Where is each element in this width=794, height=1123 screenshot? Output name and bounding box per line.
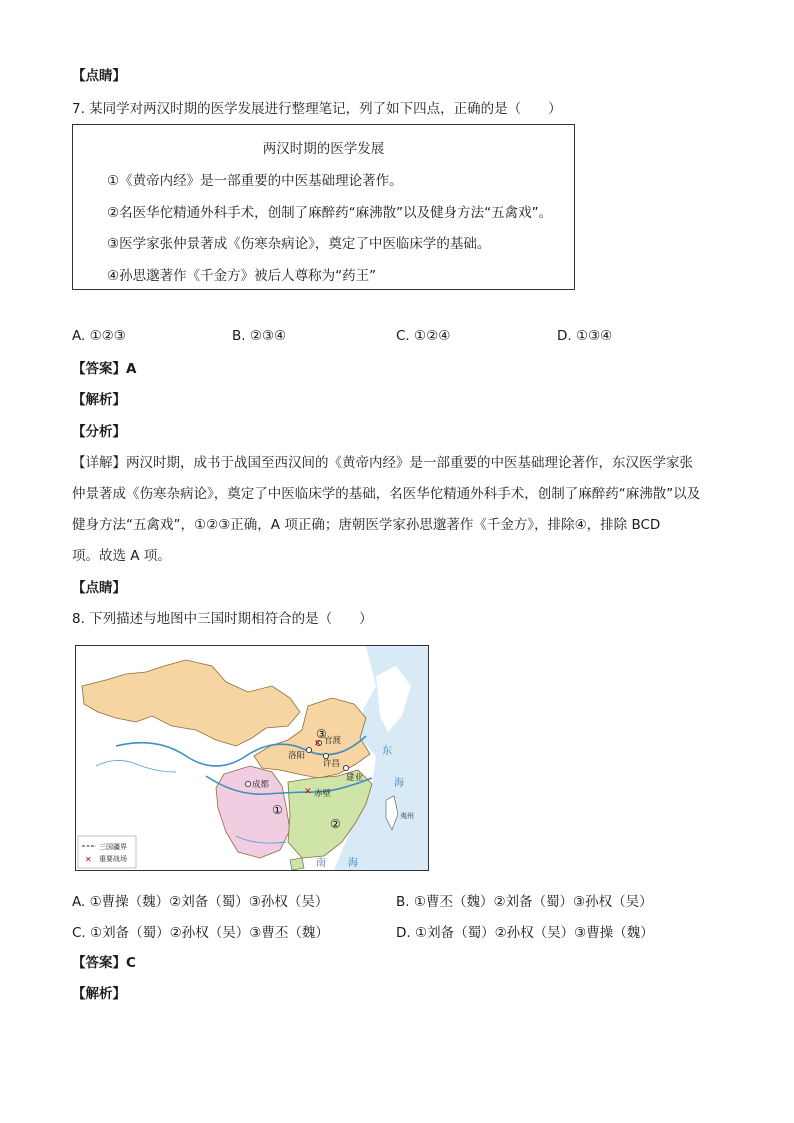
q8-option-b: B. ①曹丕（魏）②刘备（蜀）③孙权（吴）	[396, 894, 653, 910]
q7-answer: 【答案】A	[72, 361, 137, 377]
label-dong: 东	[382, 746, 392, 757]
city-luoyang-marker	[306, 747, 311, 752]
city-chengdu-marker	[245, 781, 250, 786]
q7-detail-line-1: 【详解】两汉时期，成书于战国至西汉间的《黄帝内经》是一部重要的中医基础理论著作，东汉医学家张	[72, 455, 693, 471]
three-kingdoms-map	[75, 645, 429, 871]
q8-answer: 【答案】C	[72, 955, 136, 971]
dianjing-heading-2: 【点睛】	[72, 580, 126, 596]
label-taiwan: 夷州	[400, 812, 414, 820]
q7-notes-box	[72, 124, 575, 290]
land-korea	[376, 666, 411, 732]
legend-battle-label: 重要战场	[99, 855, 127, 863]
q7-jiexi-heading: 【解析】	[72, 392, 126, 408]
q8-option-d: D. ①刘备（蜀）②孙权（吴）③曹操（魏）	[396, 925, 654, 941]
land-hainan	[290, 858, 304, 870]
q7-option-b: B. ②③④	[232, 328, 287, 344]
q7-option-d: D. ①③④	[557, 328, 613, 344]
q7-item-4: ④孙思邈著作《千金方》被后人尊称为“药王”	[107, 268, 377, 284]
q8-stem: 8. 下列描述与地图中三国时期相符合的是（ ）	[72, 611, 373, 627]
map-svg	[76, 646, 428, 870]
label-hai: 海	[394, 778, 404, 789]
q7-option-a: A. ①②③	[72, 328, 126, 344]
label-nan: 南	[316, 858, 326, 869]
marker-region-1: ①	[272, 803, 283, 817]
dianjing-heading-1: 【点睛】	[72, 68, 126, 84]
marker-region-3: ③	[316, 727, 327, 741]
land-taiwan	[386, 796, 398, 830]
q7-detail-line-3: 健身方法“五禽戏”，①②③正确，A 项正确；唐朝医学家孙思邈著作《千金方》，排除④，排除 BCD	[72, 517, 661, 533]
q7-item-2: ②名医华佗精通外科手术，创制了麻醉药“麻沸散”以及健身方法“五禽戏”。	[107, 205, 553, 221]
legend-battle-mark: ✕	[85, 855, 92, 864]
q7-item-1: ①《黄帝内经》是一部重要的中医基础理论著作。	[107, 173, 403, 189]
q7-fenxi-heading: 【分析】	[72, 424, 126, 440]
legend-border-label: 三国疆界	[99, 843, 127, 851]
q8-option-a: A. ①曹操（魏）②刘备（蜀）③孙权（吴）	[72, 894, 329, 910]
q7-detail-line-4: 项。故选 A 项。	[72, 548, 171, 564]
marker-region-2: ②	[330, 817, 341, 831]
q8-option-c: C. ①刘备（蜀）②孙权（吴）③曹丕（魏）	[72, 925, 329, 941]
q7-option-c: C. ①②④	[396, 328, 451, 344]
q8-jiexi-heading: 【解析】	[72, 986, 126, 1002]
q7-detail-line-2: 仲景著成《伤寒杂病论》，奠定了中医临床学的基础，名医华佗精通外科手术，创制了麻醉药“麻沸散”以及	[72, 486, 701, 502]
label-jianye: 建业	[346, 773, 364, 783]
city-xuchang-marker	[323, 753, 328, 758]
label-xuchang: 许昌	[323, 759, 341, 769]
city-jianye-marker	[343, 765, 348, 770]
battle-guandu-mark: ✕	[314, 739, 322, 749]
label-chibi: 赤壁	[314, 789, 332, 799]
q7-item-3: ③医学家张仲景著成《伤寒杂病论》，奠定了中医临床学的基础。	[107, 236, 491, 252]
label-chengdu: 成都	[252, 780, 270, 790]
label-guandu: 官渡	[324, 736, 342, 746]
q7-box-title: 两汉时期的医学发展	[262, 141, 385, 157]
label-luoyang: 洛阳	[288, 751, 306, 761]
q7-stem: 7. 某同学对两汉时期的医学发展进行整理笔记，列了如下四点，正确的是（ ）	[72, 101, 562, 117]
battle-chibi-mark: ✕	[304, 787, 312, 797]
label-hai2: 海	[348, 858, 358, 869]
